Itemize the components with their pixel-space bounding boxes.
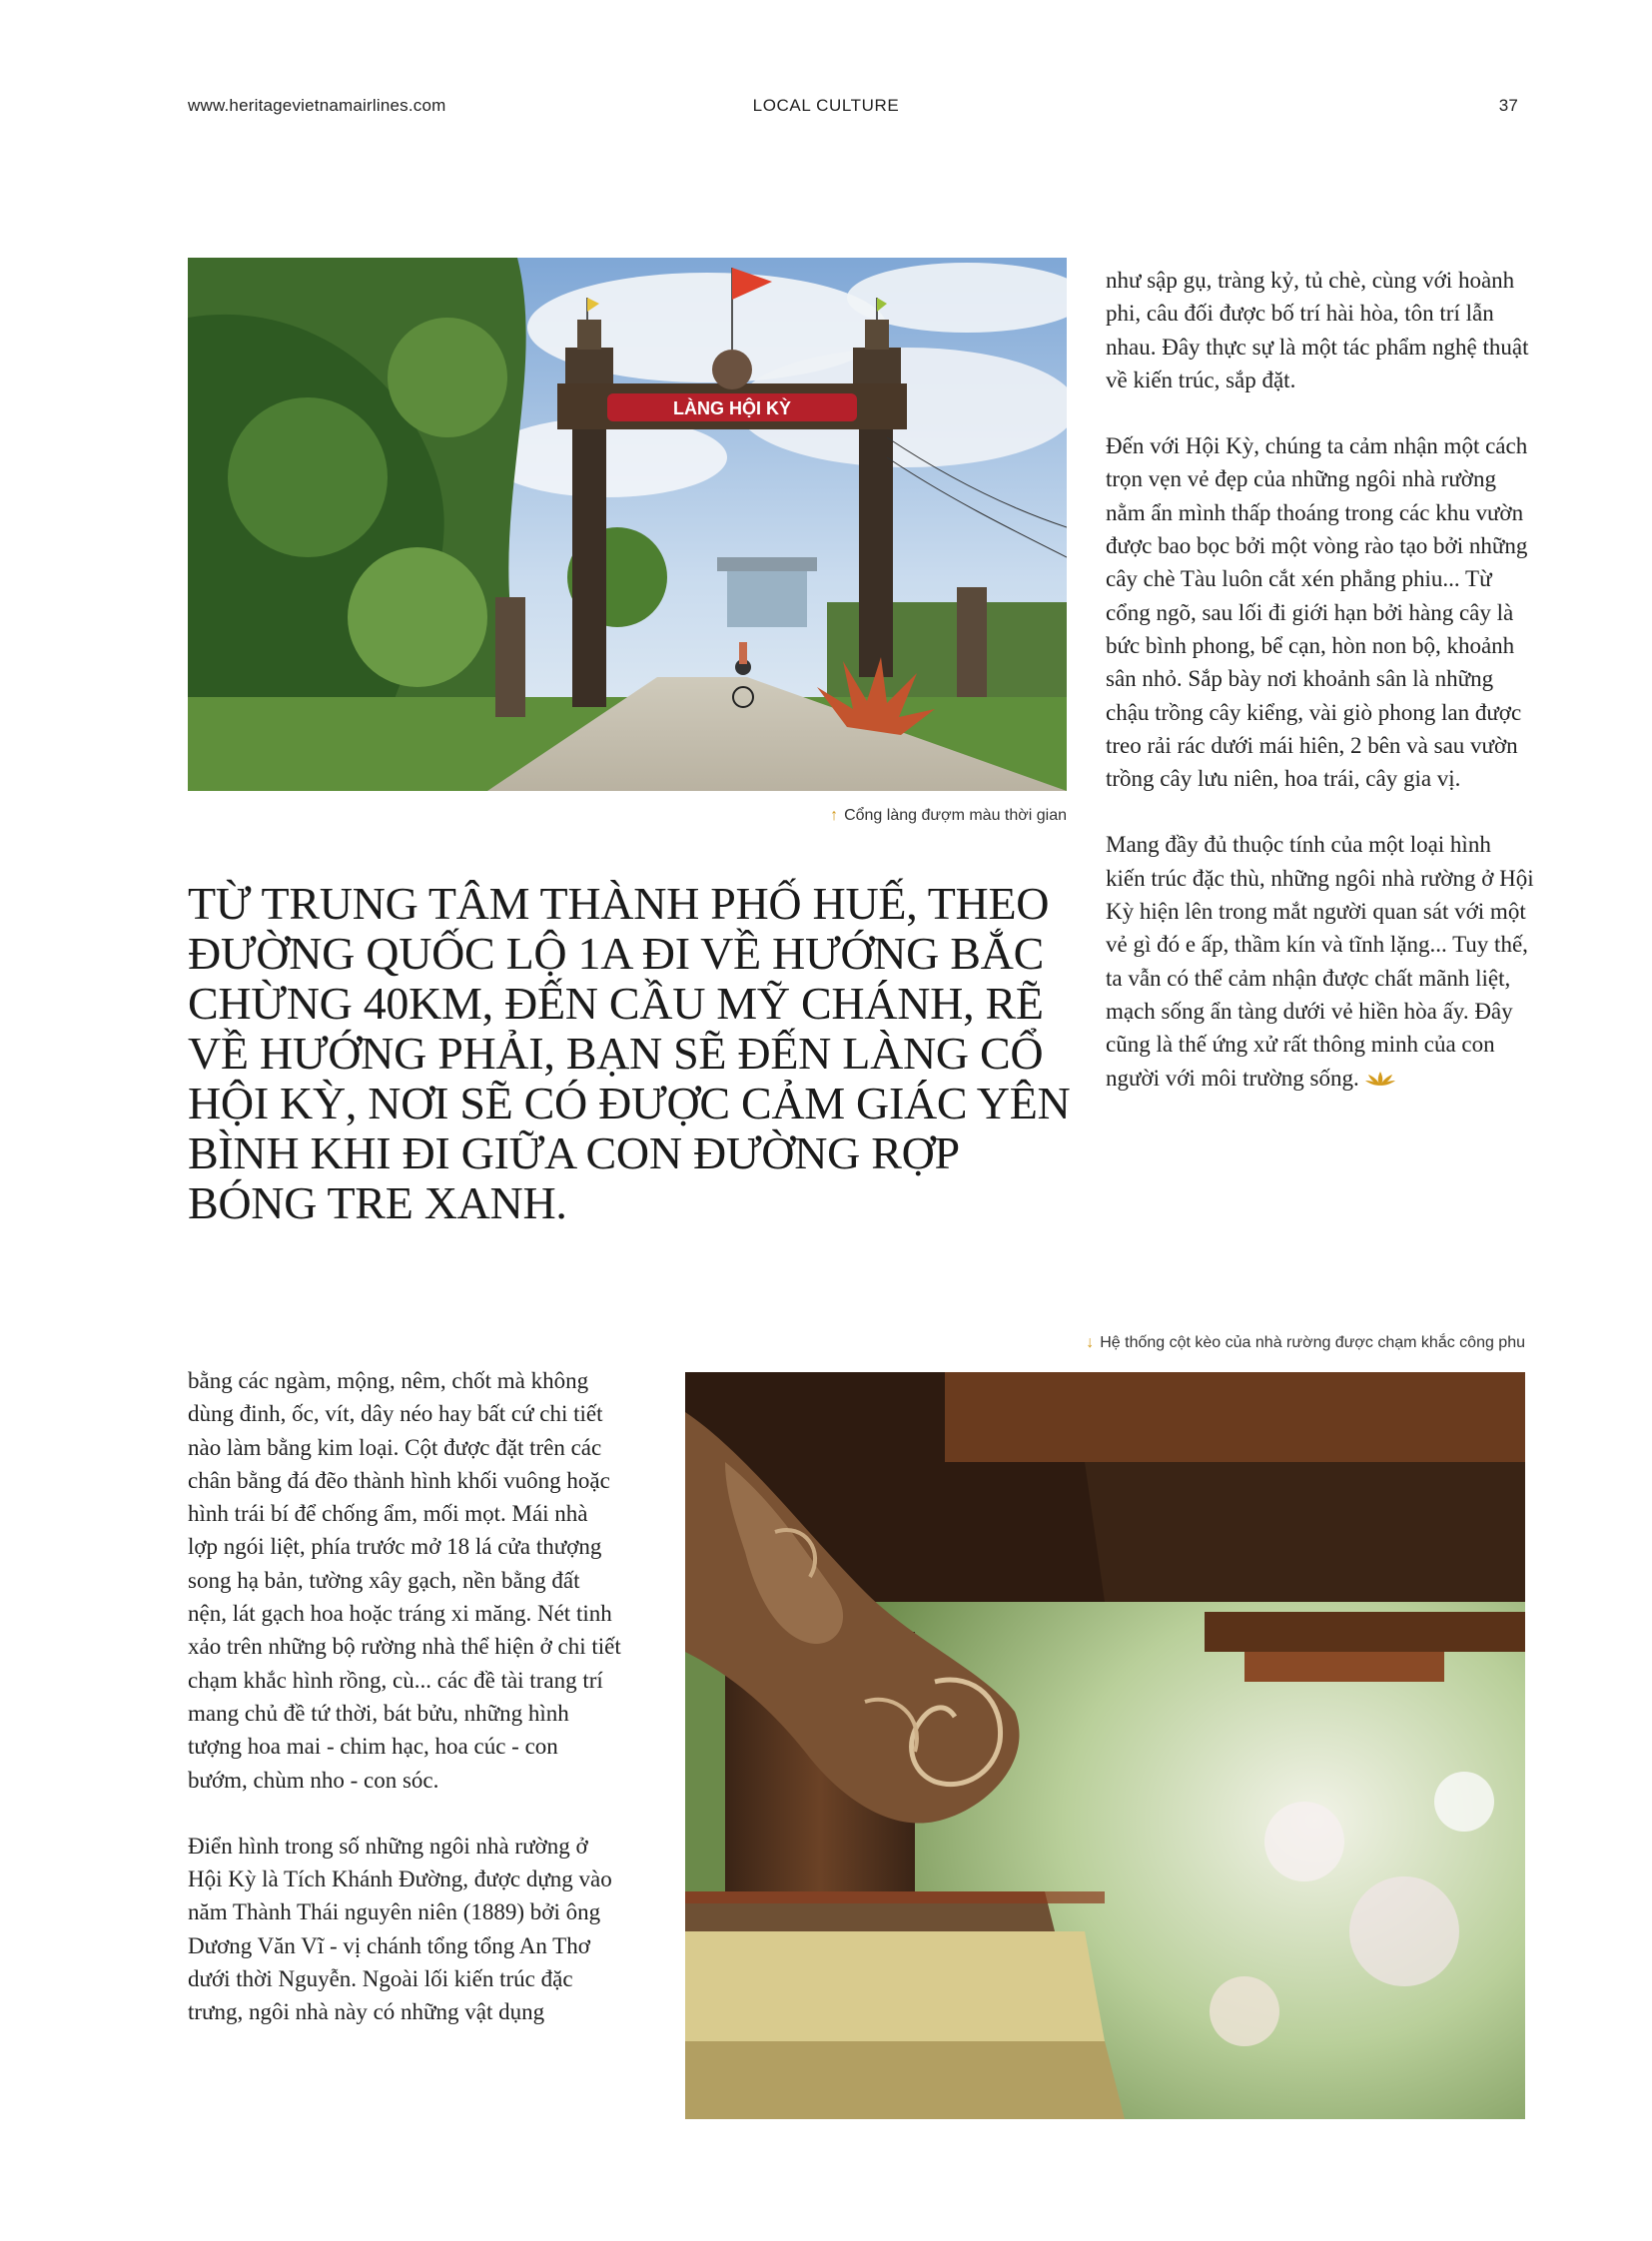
carved-beam-photo — [685, 1372, 1525, 2119]
gate-sign-text: LÀNG HỘI KỲ — [672, 398, 792, 418]
website-url[interactable]: www.heritagevietnamairlines.com — [188, 96, 446, 115]
bottom-photo-caption — [899, 1334, 1525, 1352]
right-column-text — [1106, 264, 1535, 1095]
left-paragraph-2: Điển hình trong số những ngôi nhà rường ở Hội Kỳ là Tích Khánh Đường, được dựng vào năm Thành Thái nguyên niên (1889) bởi ông Dương Văn Vĩ - vị chánh tổng tổng An Thơ dưới thời Nguyễn. Ngoài lối kiến trúc đặc trưng, ngôi nhà này có những vật dụng — [188, 1833, 612, 2025]
right-paragraph-2: Đến với Hội Kỳ, chúng ta cảm nhận một cách trọn vẹn vẻ đẹp của những ngôi nhà rường nằm ẩn mình thấp thoáng trong các khu vườn được bao bọc bởi một vòng rào tạo bởi những cây chè Tàu luôn cắt xén phẳng phiu... Từ cổng ngõ, sau lối đi giới hạn bởi hàng cây là bức bình phong, bể cạn, hòn non bộ, khoảnh sân nhỏ. Sắp bày nơi khoảnh sân là những chậu trồng cây kiểng, vài giò phong lan được treo rải rác dưới mái hiên, 2 bên và sau vườn trồng cây lưu niên, hoa trái, cây gia vị. — [1106, 433, 1528, 792]
left-paragraph-1: bằng các ngàm, mộng, nêm, chốt mà không dùng đinh, ốc, vít, dây néo hay bất cứ chi tiết nào làm bằng kim loại. Cột được đặt trên các chân bằng đá đẽo thành hình khối vuông hoặc hình trái bí để chống ẩm, mối mọt. Mái nhà lợp ngói liệt, phía trước mở 18 lá cửa thượng song hạ bản, tường xây gạch, nền bằng đất nện, lát gạch hoa hoặc tráng xi măng. Nét tinh xảo trên những bộ rường nhà thể hiện ở chi tiết chạm khắc hình rồng, cù... các đề tài trang trí mang chủ đề tứ thời, bát bửu, những hình tượng hoa mai - chim hạc, hoa cúc - con bướm, chùm nho - con sóc. — [188, 1368, 621, 1793]
bottom-photo-caption-text: Hệ thống cột kèo của nhà rường được chạm khắc công phu — [1100, 1334, 1525, 1351]
pull-quote: TỪ TRUNG TÂM THÀNH PHỐ HUẾ, THEO ĐƯỜNG QUỐC LỘ 1A ĐI VỀ HƯỚNG BẮC CHỪNG 40KM, ĐẾN CẦU MỸ CHÁNH, RẼ VỀ HƯỚNG PHẢI, BẠN SẼ ĐẾN LÀNG CỔ HỘI KỲ, NƠI SẼ CÓ ĐƯỢC CẢM GIÁC YÊN BÌNH KHI ĐI GIỮA CON ĐƯỜNG RỢP BÓNG TRE XANH. — [188, 878, 1071, 1228]
lotus-end-mark-icon — [1365, 1070, 1395, 1088]
top-photo-caption — [789, 807, 1067, 825]
left-column-text — [188, 1364, 623, 2029]
right-paragraph-3 — [1106, 828, 1535, 1094]
arrow-down-icon: ↓ — [1086, 1334, 1095, 1351]
page-number: 37 — [1498, 96, 1518, 115]
section-title: LOCAL CULTURE — [752, 96, 900, 115]
top-photo-caption-text: Cổng làng đượm màu thời gian — [844, 807, 1067, 824]
right-paragraph-3-text: Mang đầy đủ thuộc tính của một loại hình kiến trúc đặc thù, những ngôi nhà rường ở Hội Kỳ hiện lên trong mắt người quan sát với một vẻ gì đó e ấp, thầm kín và tĩnh lặng... Tuy thế, ta vẫn có thể cảm nhận được chất mãnh liệt, mạch sống ẩn tàng dưới vẻ hiền hòa ấy. Đây cũng là thế ứng xử rất thông minh của con người với môi trường sống. — [1106, 832, 1534, 1091]
village-gate-photo — [188, 258, 1067, 791]
arrow-up-icon: ↑ — [830, 807, 839, 824]
right-paragraph-1: như sập gụ, tràng kỷ, tủ chè, cùng với hoành phi, câu đối được bố trí hài hòa, tôn trí lẫn nhau. Đây thực sự là một tác phẩm nghệ thuật về kiến trúc, sắp đặt. — [1106, 268, 1529, 392]
